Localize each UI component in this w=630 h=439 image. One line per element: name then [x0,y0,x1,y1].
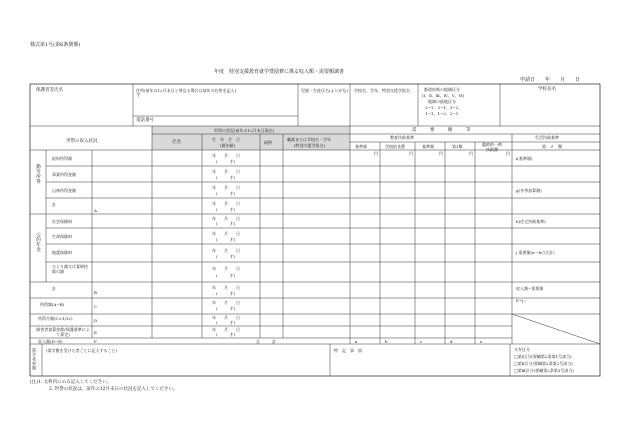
birth-ymd: 年 月 日 [212,315,240,320]
school-grade-label: 学校名、学年、特別支援学級名 [354,88,410,93]
class2-header: 第 ２ 類 [542,144,562,149]
birth-ymd: 年 月 日 [212,201,240,206]
birth-age: ( 才) [216,191,236,196]
remarks-label: 特 記 事 項 [334,348,362,353]
phone-label: 電話番号 [136,118,154,123]
birth-ymd: 年 月 日 [212,285,240,290]
row-label: 所得月額(C×1/12) [38,316,73,321]
child-name-label: 児童・生徒氏名(ふりがな) [301,88,349,93]
birth-age: ( 才) [216,254,236,259]
birth-age: ( 才) [216,159,236,164]
demand-header: 需 要 額 等 [412,128,471,133]
row-label: 地震保険料 [52,250,72,255]
form-title: 年度 特別支援教育就学奨励費に係る収入額・需要額調書 [214,69,345,75]
section-pension: 公的年金 [35,232,41,252]
principal-label: 学校長名 [538,87,556,92]
occupation-subheader: (特別支援学級名) [294,143,326,148]
row-label: 所得額(A−B) [40,302,65,307]
birth-ymd: 年 月 日 [212,300,240,305]
temporary-header-1: 臨時的一時 [482,142,502,147]
row-label: 社会保険料 [52,219,72,224]
birth-age: ( 才) [216,207,236,212]
birth-age: ( 才) [216,332,236,337]
living-standard-header: 生活扶助基準 [535,135,559,140]
birth-age: ( 才) [216,306,236,311]
row-label: ひとり親又は寡婦控除の額 [52,264,88,274]
total-col-e: e [480,339,483,344]
birth-ymd: 年 月 日 [212,169,240,174]
row-label: 事業所得金額 [52,172,76,177]
region-label: 都道府県の地域区分 [424,87,460,92]
total-col-d: d [450,339,453,344]
unit-yen: 円 [374,151,378,156]
row-label: 障害者加算控除(保護基準により算定) [36,327,90,337]
basic-amount-header: 基準額 [355,144,367,149]
total-col-c: c [420,339,423,344]
item-income-demand: 収入額÷需要額 [516,286,544,291]
occupation-header: 職業または学校名・学年 [287,137,331,142]
class1-header: 第1類 [452,144,463,149]
row-label: 山林所得金額 [52,188,76,193]
application-date: 申請日 年 月 日 [520,77,581,83]
note-2: 2. 世帯の状況は、前年の12月末日の状況を記入してください。 [49,387,178,392]
household-status-header: 世帯の状況(前年の12月末日現在) [214,128,275,133]
birth-age: ( 才) [216,221,236,226]
age-header: (満年齢) [220,143,236,148]
total-label: 合 計 [256,339,276,344]
row-label: 収入額(D−E) [38,339,63,344]
birth-ymd: 年 月 日 [212,248,240,253]
row-mark: A [94,208,97,213]
total-col-a: a [355,339,358,344]
form-code: 様式第1号(第6条関係) [30,42,81,48]
birth-ymd: 年 月 日 [212,327,240,332]
address-label: 住所(前年の12月末日と異なる場合は前年の住所を記入) [136,88,237,93]
category-3[interactable]: □第Ⅲ区分(要綱第2条第3号該当) [514,368,574,373]
birth-ymd: 年 月 日 [212,266,240,271]
postal-mark: 〒 [136,94,141,99]
item-h: h(住宅扶助基準) [516,219,546,224]
temporary-header-2: 扶助費 [486,147,498,152]
relationship-header: 続柄 [264,140,272,145]
row-label: 給料所得額 [52,156,72,161]
row-label: 生命保険料 [52,234,72,239]
income-status-header: 世帯の収入状況 [66,139,98,144]
signature-note: (需学費を受けた者ごとに記入すること) [46,348,118,353]
row-mark: B [94,290,97,295]
vertical-label: 需学者要額 [32,348,37,371]
birth-ymd: 年 月 日 [212,185,240,190]
row-label: 計 [52,286,56,291]
birth-ymd: 年 月 日 [212,153,240,158]
category-1[interactable]: □第Ⅰ区分(要綱第2条第1号該当) [514,354,572,359]
note-1: (注)1. 太枠内にのみ記入してください。 [30,380,112,385]
birth-age: ( 才) [216,320,236,325]
region-levels-2: 1−1、1−2、2−1 [425,111,459,116]
birthdate-header: 生 年 月 日 [212,137,240,142]
birth-age: ( 才) [216,291,236,296]
unit-yen: 円 [439,151,443,156]
birth-age: ( 才) [216,175,236,180]
row-mark: E [94,330,97,335]
item-g: g(冬季加算額) [516,188,542,193]
item-formula: F÷j＝ [516,298,528,303]
birth-ymd: 年 月 日 [212,231,240,236]
birth-ymd: 年 月 日 [212,216,240,221]
birth-age: ( 才) [216,273,236,278]
birth-age: ( 才) [216,237,236,242]
name-header: 氏名 [172,140,181,145]
category-title: 支弁区分 [514,347,530,352]
basic-header: 基準額 [422,144,434,149]
section-earned: 勤労所得 [35,164,41,184]
region-classes: (Ⅰ、Ⅱ、Ⅲ、Ⅳ、Ⅴ、Ⅵ) [422,93,465,98]
region-sub-label: 地域の級地区分 [428,99,456,104]
row-mark: D [94,318,98,323]
school-lunch-header: 学校給食費 [385,144,405,149]
region-levels-1: 2−1、3−1、3−2、 [425,105,463,110]
total-col-b: b [385,339,388,344]
row-label: 計 [52,202,56,207]
item-j: j 需要額(a〜hの合計) [516,250,555,255]
item-i: i(基準額) [516,156,533,161]
unit-yen: 円 [409,151,413,156]
unit-yen: 円 [469,151,473,156]
unit-yen: 円 [506,151,510,156]
row-mark: F [94,339,97,344]
education-standard-header: 教育扶助基準 [390,135,414,140]
guardian-name-label: 保護者等氏名 [36,88,63,93]
row-mark: C [94,304,98,309]
category-2[interactable]: □第Ⅱ区分(要綱第2条第2号該当) [514,361,573,366]
